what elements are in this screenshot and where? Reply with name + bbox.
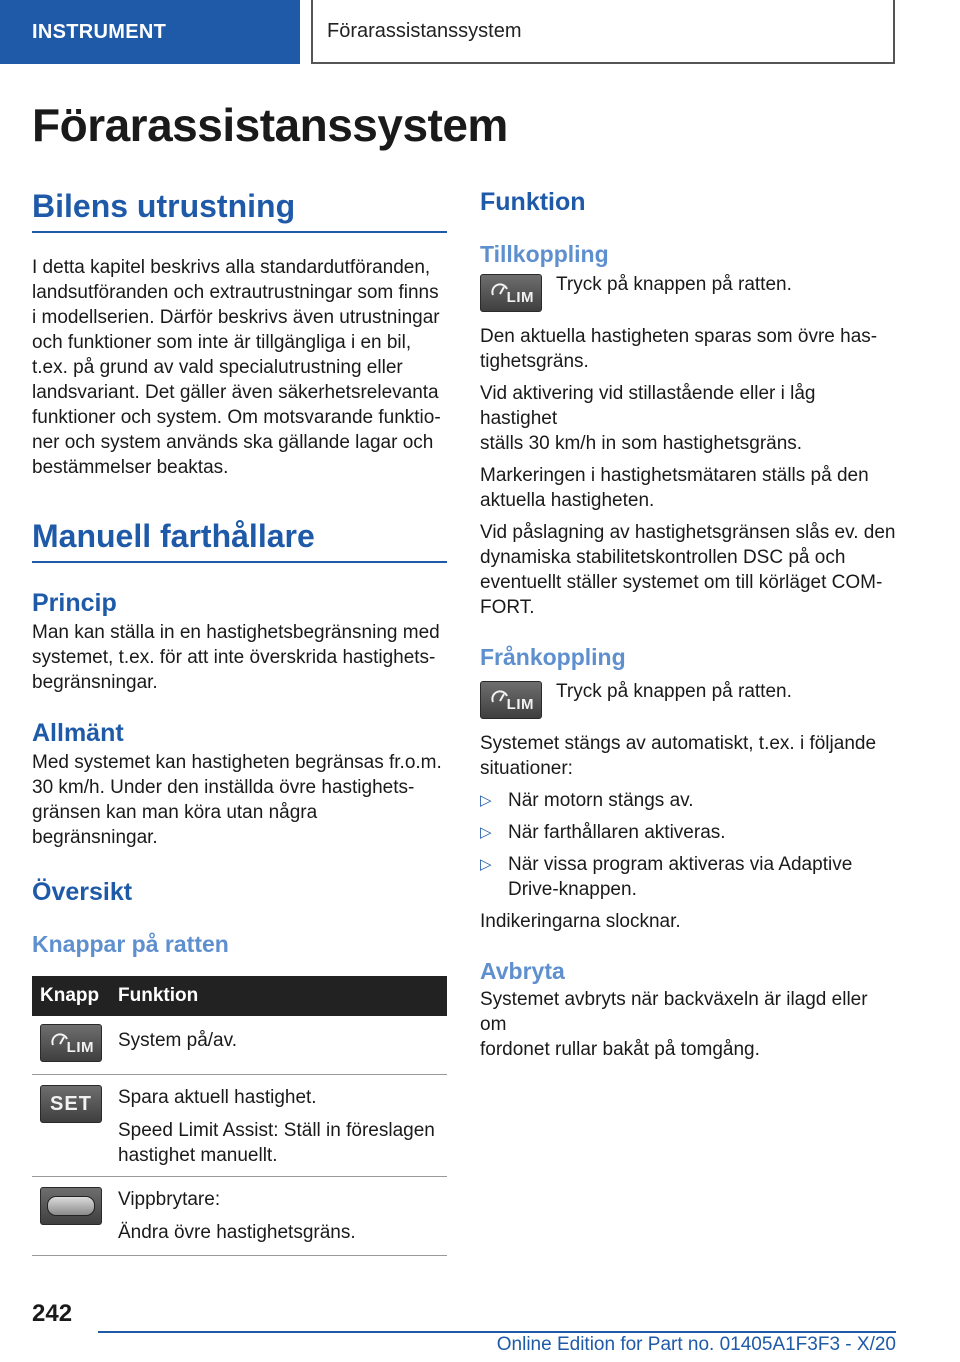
text-line: i modellserien. Därför beskrivs även utrustningar	[32, 307, 440, 328]
principle-text	[32, 620, 447, 695]
equipment-section	[32, 188, 447, 233]
equipment-heading: Bilens utrustning	[32, 188, 296, 224]
text-line: Den aktuella hastigheten sparas som övre has‐	[480, 326, 878, 347]
table-row	[32, 1177, 447, 1256]
col-header-button: Knapp	[32, 976, 110, 1016]
footer-rule	[98, 1331, 896, 1333]
text-line: aktuella hastigheten.	[480, 490, 655, 511]
list-item	[480, 820, 896, 845]
general-text	[32, 750, 447, 850]
cruise-section	[32, 518, 447, 563]
buttons-table	[32, 976, 447, 1256]
text-line: FORT.	[480, 597, 535, 618]
row-text: Vippbrytare:	[118, 1189, 221, 1210]
row-text: Speed Limit Assist: Ställ in föreslagen	[118, 1120, 435, 1141]
text-line: I detta kapitel beskrivs alla standardutföranden,	[32, 257, 431, 278]
on-para-3	[480, 463, 896, 513]
equipment-text	[32, 255, 447, 480]
page-title: Förarassistanssystem	[32, 99, 508, 151]
off-heading: Frånkoppling	[480, 644, 626, 670]
lim-label: LIM	[66, 1039, 94, 1056]
text-line: Vid påslagning av hastighetsgränsen slås ev. den	[480, 522, 896, 543]
lim-button-icon	[40, 1024, 102, 1062]
list-item-text: När motorn stängs av.	[508, 790, 694, 811]
abort-text	[480, 987, 896, 1062]
table-row	[32, 1016, 447, 1075]
section-label: INSTRUMENT	[32, 20, 167, 43]
abort-heading: Avbryta	[480, 958, 565, 984]
row-text: Ändra övre hastighetsgräns.	[118, 1222, 356, 1243]
on-action-row	[480, 274, 896, 312]
text-line: funktioner och system. Om motsvarande funktio‐	[32, 407, 441, 428]
list-item-text: Drive-knappen.	[508, 879, 637, 900]
text-line: bestämmelser beaktas.	[32, 457, 229, 478]
text-line: fordonet rullar bakåt på tomgång.	[480, 1039, 760, 1060]
row-text: Spara aktuell hastighet.	[118, 1087, 317, 1108]
chapter-tab	[311, 0, 895, 64]
edition-note: Online Edition for Part no. 01405A1F3F3 - X/20	[496, 1334, 896, 1355]
text-line: Systemet avbryts när backväxeln är ilagd eller om	[480, 989, 868, 1035]
table-row	[32, 1075, 447, 1177]
set-label: SET	[50, 1092, 92, 1115]
buttons-heading: Knappar på ratten	[32, 931, 229, 957]
general-heading: Allmänt	[32, 719, 124, 747]
col-header-function: Funktion	[110, 976, 447, 1016]
function-heading: Funktion	[480, 188, 586, 216]
bullet-triangle-icon: ▷	[480, 792, 492, 809]
on-heading: Tillkoppling	[480, 241, 609, 267]
section-tab	[0, 0, 300, 64]
off-intro	[480, 731, 896, 781]
list-item	[480, 788, 896, 813]
on-para-1	[480, 324, 896, 374]
list-item	[480, 852, 896, 902]
page-number: 242	[32, 1300, 73, 1327]
bullet-triangle-icon: ▷	[480, 824, 492, 841]
text-line: ställs 30 km/h in som hastighetsgräns.	[480, 433, 803, 454]
lim-label: LIM	[506, 696, 534, 713]
lim-label: LIM	[506, 289, 534, 306]
list-item-text: När vissa program aktiveras via Adaptive	[508, 854, 853, 875]
text-line: landsvariant. Det gäller även säkerhetsrelevanta	[32, 382, 439, 403]
lim-button-icon	[480, 681, 542, 719]
off-outro: Indikeringarna slocknar.	[480, 911, 681, 932]
text-line: t.ex. på grund av vald specialutrustning eller	[32, 357, 403, 378]
rocker-bar	[47, 1196, 95, 1216]
overview-heading: Översikt	[32, 878, 133, 906]
on-para-2	[480, 381, 896, 456]
text-line: 30 km/h. Under den inställda övre hastighets‐	[32, 777, 415, 798]
text-line: Vid aktivering vid stillastående eller i låg hastighet	[480, 383, 816, 429]
cruise-heading: Manuell farthållare	[32, 518, 315, 554]
on-para-4	[480, 520, 896, 620]
set-button-icon	[40, 1085, 102, 1123]
row-text: System på/av.	[118, 1030, 237, 1051]
text-line: landsutföranden och extrautrustningar som finns	[32, 282, 439, 303]
text-line: systemet, t.ex. för att inte överskrida hastighets‐	[32, 647, 436, 668]
left-column	[32, 188, 447, 1256]
text-line: Markeringen i hastighetsmätaren ställs på den	[480, 465, 869, 486]
bullet-triangle-icon: ▷	[480, 856, 492, 873]
on-action-text: Tryck på knappen på ratten.	[556, 274, 792, 295]
row-text: hastighet manuellt.	[118, 1145, 278, 1166]
text-line: Systemet stängs av automatiskt, t.ex. i följande	[480, 733, 877, 754]
text-line: gränsen kan man köra utan några begränsningar.	[32, 802, 318, 848]
text-line: Med systemet kan hastigheten begränsas fr.o.m.	[32, 752, 442, 773]
text-line: dynamiska stabilitetskontrollen DSC på och	[480, 547, 846, 568]
off-action-row	[480, 681, 896, 719]
lim-button-icon	[480, 274, 542, 312]
text-line: ner och system används ska gällande lagar och	[32, 432, 434, 453]
text-line: och funktioner som inte är tillgängliga i en bil,	[32, 332, 412, 353]
text-line: situationer:	[480, 758, 573, 779]
rocker-switch-icon	[40, 1187, 102, 1225]
chapter-label: Förarassistanssystem	[327, 19, 522, 42]
principle-heading: Princip	[32, 589, 117, 617]
text-line: Man kan ställa in en hastighetsbegränsning med	[32, 622, 440, 643]
right-column	[480, 188, 896, 1062]
list-item-text: När farthållaren aktiveras.	[508, 822, 726, 843]
off-action-text: Tryck på knappen på ratten.	[556, 681, 792, 702]
text-line: begränsningar.	[32, 672, 158, 693]
text-line: eventuellt ställer systemet om till körläget COM‐	[480, 572, 883, 593]
text-line: tighetsgräns.	[480, 351, 589, 372]
